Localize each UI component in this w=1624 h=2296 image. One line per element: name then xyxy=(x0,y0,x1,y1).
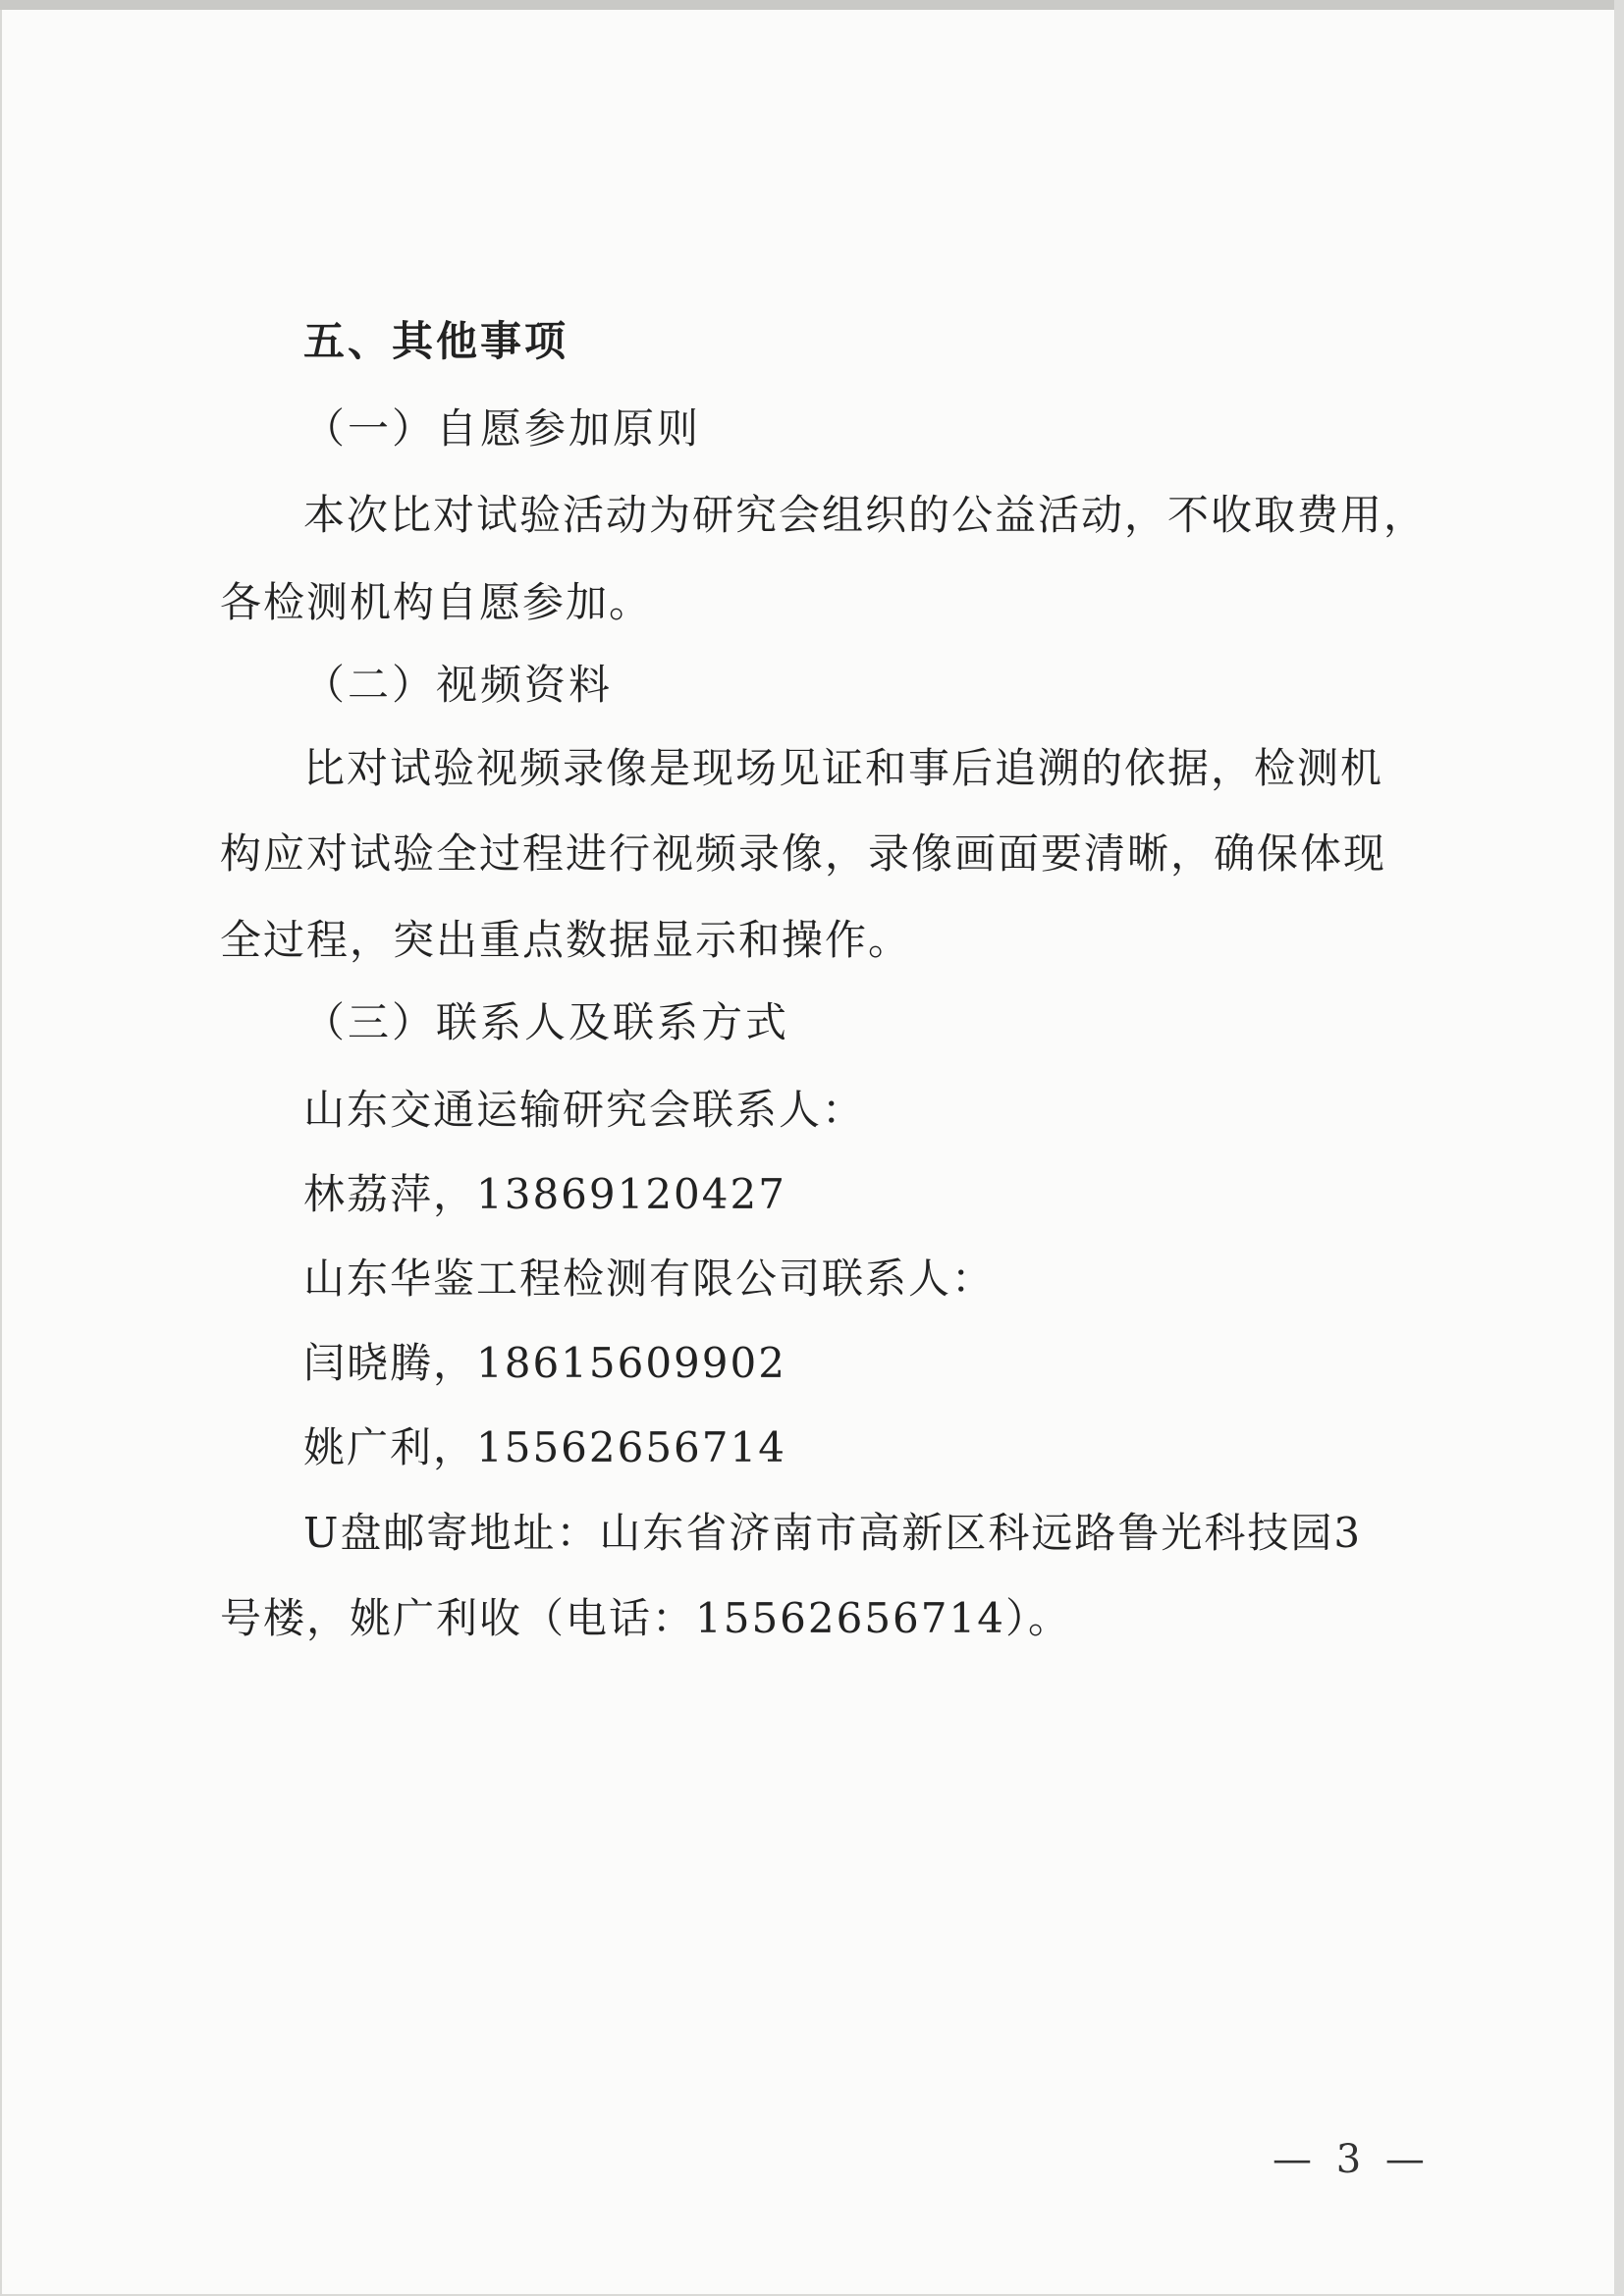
organization-2-contact-label: 山东华鉴工程检测有限公司联系人： xyxy=(303,1255,996,1303)
subsection-3-title: （三）联系人及联系方式 xyxy=(303,998,790,1046)
page-number: — 3 — xyxy=(1272,2137,1431,2182)
mailing-address-line-1: U盘邮寄地址：山东省济南市高新区科远路鲁光科技园3 xyxy=(303,1509,1363,1557)
organization-1-contact-label: 山东交通运输研究会联系人： xyxy=(303,1086,866,1134)
contact-1: 林荔萍，13869120427 xyxy=(303,1170,786,1218)
subsection-2-body-line-3: 全过程，突出重点数据显示和操作。 xyxy=(220,916,912,964)
subsection-2-body-line-2: 构应对试验全过程进行视频录像，录像画面要清晰，确保体现 xyxy=(220,829,1387,878)
subsection-1-title: （一）自愿参加原则 xyxy=(303,404,702,453)
subsection-2-body-line-1: 比对试验视频录像是现场见证和事后追溯的依据，检测机 xyxy=(303,744,1384,792)
subsection-1-body-line-1: 本次比对试验活动为研究会组织的公益活动，不收取费用， xyxy=(303,491,1428,539)
contact-3: 姚广利，15562656714 xyxy=(303,1423,786,1471)
mailing-address-line-2: 号楼，姚广利收（电话：15562656714）。 xyxy=(220,1594,1071,1642)
subsection-2-title: （二）视频资料 xyxy=(303,661,614,709)
section-heading: 五、其他事项 xyxy=(303,317,569,365)
contact-2: 闫晓腾，18615609902 xyxy=(303,1339,786,1387)
subsection-1-body-line-2: 各检测机构自愿参加。 xyxy=(220,578,653,626)
